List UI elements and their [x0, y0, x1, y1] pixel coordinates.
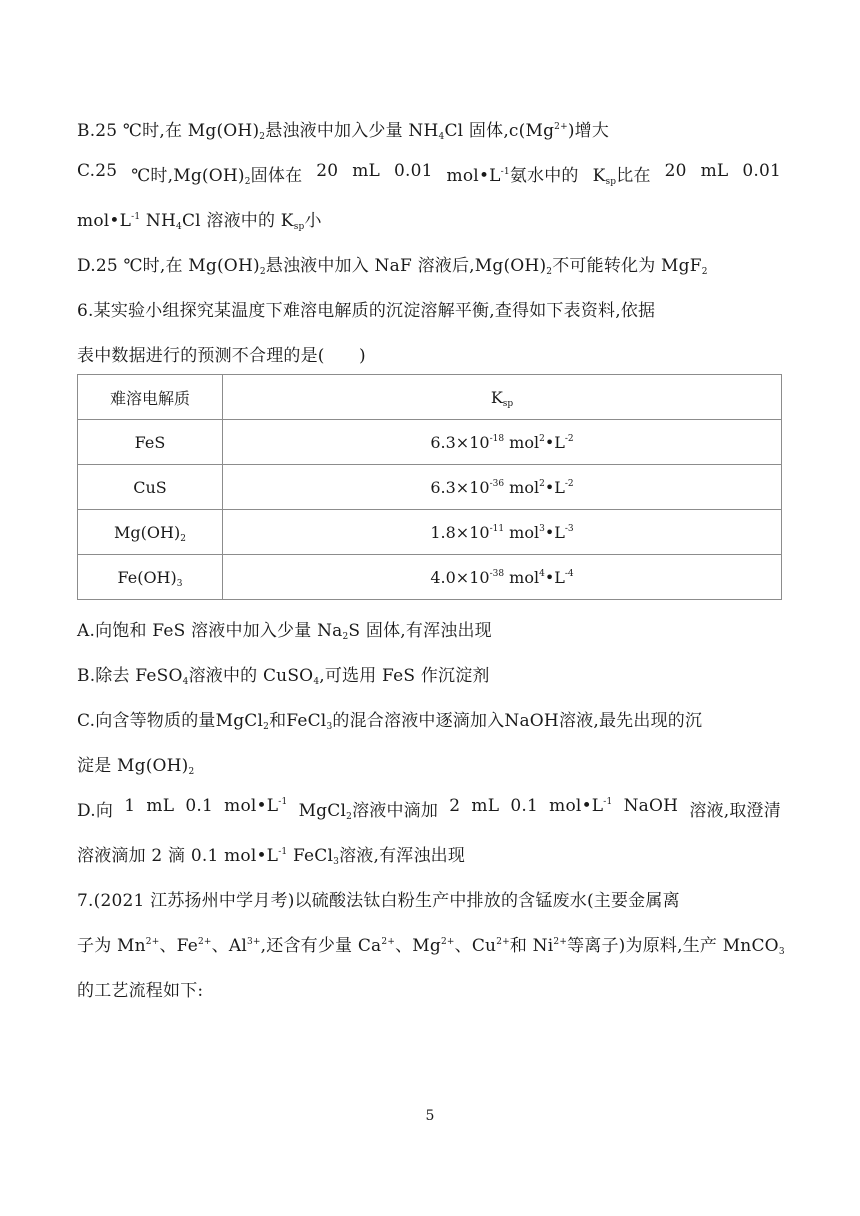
option-5b: B.25 ℃时,在 $Mg(OH)_2$悬浊液中加入少量 $NH_4Cl$ 固体$,c(Mg^{2+})$增大: [77, 121, 610, 142]
question-7-line2: 子为 $Mn^{2+}$、$Fe^{2+}$、$Al^{3+}$,还含有少量 $Ca^{2+}$、$Mg^{2+}$、$Cu^{2+}$和 $Ni^{2+}$等离子)为原料,生产 MnCO$_3$: [77, 936, 785, 957]
table-cell: $6.3\times 10^{-36}$ $mol^2•L^{-2}$: [223, 465, 782, 510]
option-5c-line2: $mol•L^{-1}$ $NH_4Cl$ 溶液中的 $K_{sp}$小: [77, 211, 322, 232]
table-cell: $Mg(OH)_2$: [78, 510, 223, 555]
table-cell: CuS: [78, 465, 223, 510]
table-cell: $1.8\times 10^{-11}$ $mol^3•L^{-3}$: [223, 510, 782, 555]
table-cell: $6.3\times 10^{-18}$ $mol^2•L^{-2}$: [223, 420, 782, 465]
table-cell: $4.0\times 10^{-38}$ $mol^4•L^{-4}$: [223, 555, 782, 600]
option-6d-line2: 溶液滴加 2 滴 0.1 $mol•L^{-1}$ FeCl$_3$溶液,有浑浊出现: [77, 846, 466, 867]
question-6-stem-line1: 6.某实验小组探究某温度下难溶电解质的沉淀溶解平衡,查得如下表资料,依据: [77, 301, 656, 321]
option-6c-line2: 淀是 $Mg(OH)_2$: [77, 756, 195, 777]
question-6-stem-line2: 表中数据进行的预测不合理的是( ): [77, 346, 366, 366]
ksp-table: [77, 374, 782, 600]
table-row: [78, 465, 782, 510]
option-6c-line1: C.向含等物质的量MgCl$_2$和FeCl$_3$的混合溶液中逐滴加入NaOH溶液,最先出现的沉: [77, 711, 703, 732]
table-row: [78, 555, 782, 600]
option-5d: D.25 ℃时,在 $Mg(OH)_2$悬浊液中加入 NaF 溶液后$,Mg(OH)_2$不可能转化为 MgF$_2$: [77, 256, 708, 277]
header-cell-electrolyte: 难溶电解质: [78, 375, 223, 420]
table-row: [78, 510, 782, 555]
page-number: 5: [425, 1108, 435, 1124]
option-6d-line1: D.向 1 mL 0.1 $mol•L^{-1}$ MgCl$_2$溶液中滴加 2 mL 0.1 $mol•L^{-1}$ NaOH 溶液,取澄清: [77, 796, 781, 822]
table-row: [78, 420, 782, 465]
question-7-line1: 7.(2021 江苏扬州中学月考)以硫酸法钛白粉生产中排放的含锰废水(主要金属离: [77, 891, 680, 911]
table-cell: $Fe(OH)_3$: [78, 555, 223, 600]
option-6b: B.除去 FeSO$_4$溶液中的 CuSO$_4$,可选用 FeS 作沉淀剂: [77, 666, 490, 687]
header-cell-ksp: $K_{sp}$: [223, 375, 782, 420]
table-header-row: [78, 375, 782, 420]
option-5c-line1: C.25 ℃时$,Mg(OH)_2$固体在 20 mL 0.01 $mol•L^{-1}$氨水中的 $K_{sp}$比在 20 mL 0.01: [77, 161, 781, 187]
question-7-line3: 的工艺流程如下:: [77, 981, 204, 1001]
table-cell: FeS: [78, 420, 223, 465]
option-6a: A.向饱和 FeS 溶液中加入少量 $Na_2S$ 固体,有浑浊出现: [77, 621, 492, 642]
